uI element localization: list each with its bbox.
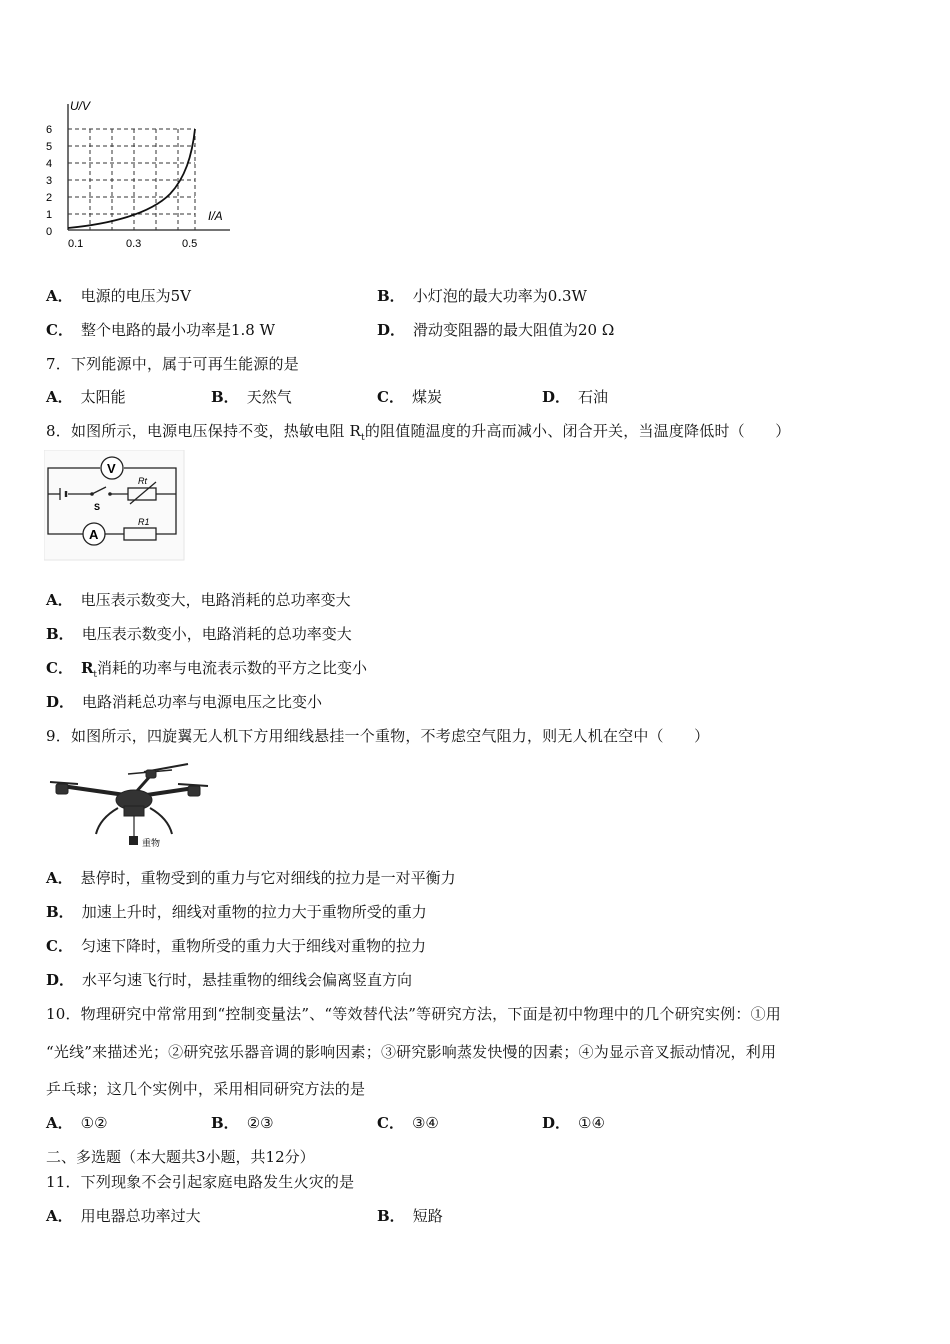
option-letter: D． [542, 1114, 571, 1132]
q9-option-b [46, 902, 427, 922]
option-text: 石油 [578, 388, 609, 406]
option-letter: B． [377, 287, 405, 305]
option-letter: A． [46, 1114, 73, 1132]
option-text: ③④ [411, 1114, 439, 1132]
q8-circuit-diagram [44, 450, 186, 562]
stem-subscript: t [361, 433, 365, 443]
q9-option-c [46, 936, 426, 956]
x-tick-01: 0.1 [68, 238, 84, 250]
q6-ui-graph [40, 96, 290, 256]
x-tick-05: 0.5 [182, 238, 198, 250]
q6-option-b [377, 286, 587, 306]
q7-option-a [46, 387, 126, 407]
q7-option-d [542, 387, 608, 407]
option-letter: D． [377, 321, 406, 339]
q9-drone-figure [48, 760, 218, 852]
switch-label: S [94, 502, 101, 512]
q11-option-a [46, 1206, 201, 1226]
x-tick-03: 0.3 [126, 238, 142, 250]
option-letter: A． [46, 388, 73, 406]
option-text: 电压表示数变小，电路消耗的总功率变大 [81, 625, 352, 643]
q11-option-b [377, 1206, 443, 1226]
option-text: 匀速下降时，重物所受的重力大于细线对重物的拉力 [80, 937, 426, 955]
option-text: 电源的电压为5V [80, 287, 192, 305]
option-letter: C． [46, 659, 73, 677]
x-axis-label: I/A [208, 209, 223, 223]
r1-label: R1 [138, 517, 150, 527]
stem-part-1: 8．如图所示，电源电压保持不变，热敏电阻 R [46, 422, 362, 440]
option-letter: C． [46, 937, 73, 955]
q8-stem [46, 421, 790, 448]
option-text-part-1: R [80, 659, 94, 677]
q8-option-d [46, 692, 322, 712]
option-letter: A． [46, 1207, 73, 1225]
option-text: 电压表示数变大，电路消耗的总功率变大 [80, 591, 351, 609]
y-tick-2: 2 [46, 192, 53, 204]
y-tick-1: 1 [46, 209, 53, 221]
q11-stem: 11．下列现象不会引起家庭电路发生火灾的是 [46, 1173, 355, 1191]
option-text: 悬停时，重物受到的重力与它对细线的拉力是一对平衡力 [80, 869, 456, 887]
section-heading: 二、多选题（本大题共3小题，共12分） [46, 1148, 315, 1166]
option-text: 电路消耗总功率与电源电压之比变小 [82, 693, 323, 711]
q10-option-a [46, 1113, 108, 1133]
option-letter: C． [377, 1114, 404, 1132]
q6-option-c [46, 320, 275, 340]
option-letter: B． [211, 1114, 239, 1132]
option-text: 加速上升时，细线对重物的拉力大于重物所受的重力 [81, 903, 427, 921]
q10-stem-line-2: “光线”来描述光；②研究弦乐器音调的影响因素；③研究影响蒸发快慢的因素；④为显示音叉振动情况，利用 [46, 1043, 777, 1061]
option-text: 煤炭 [411, 388, 442, 406]
option-text: ①② [80, 1114, 108, 1132]
option-text: 短路 [412, 1207, 443, 1225]
q10-option-d [542, 1113, 605, 1133]
option-letter: A． [46, 591, 73, 609]
ammeter-label: A [89, 527, 99, 542]
q10-option-c [377, 1113, 439, 1133]
q6-option-d [377, 320, 614, 340]
option-text: 用电器总功率过大 [80, 1207, 201, 1225]
option-text: 整个电路的最小功率是1.8 W [80, 321, 275, 339]
q8-option-c [46, 658, 367, 685]
y-axis-label: U/V [70, 99, 91, 113]
option-letter: C． [46, 321, 73, 339]
q8-option-a [46, 590, 351, 610]
option-letter: A． [46, 869, 73, 887]
q9-stem: 9．如图所示，四旋翼无人机下方用细线悬挂一个重物，不考虑空气阻力，则无人机在空中（ ） [46, 727, 710, 745]
q9-option-d [46, 970, 412, 990]
option-letter: D． [46, 693, 75, 711]
q7-option-b [211, 387, 292, 407]
q7-option-c [377, 387, 442, 407]
option-text: ①④ [578, 1114, 605, 1132]
q10-stem-line-1: 10．物理研究中常常用到“控制变量法”、“等效替代法”等研究方法，下面是初中物理中的几个研究实例：①用 [46, 1005, 781, 1023]
option-text-part-2: 消耗的功率与电流表示数的平方之比变小 [97, 659, 368, 677]
q7-stem: 7．下列能源中，属于可再生能源的是 [46, 355, 299, 373]
option-text: 滑动变阻器的最大阻值为20 Ω [413, 321, 615, 339]
y-tick-4: 4 [46, 158, 53, 170]
option-letter: B． [211, 388, 239, 406]
ui-curve [68, 129, 195, 228]
option-letter: B． [46, 625, 74, 643]
origin-label: 0 [46, 226, 53, 238]
option-letter: D． [46, 971, 75, 989]
y-tick-6: 6 [46, 124, 53, 136]
option-text: 天然气 [246, 388, 292, 406]
weight-label: 重物 [142, 838, 161, 848]
y-tick-5: 5 [46, 141, 53, 153]
q9-option-a [46, 868, 456, 888]
option-letter: B． [46, 903, 74, 921]
y-tick-3: 3 [46, 175, 53, 187]
option-text: 水平匀速飞行时，悬挂重物的细线会偏离竖直方向 [82, 971, 413, 989]
stem-part-2: 的阻值随温度的升高而减小、闭合开关，当温度降低时（ ） [364, 422, 791, 440]
option-subscript: t [93, 670, 98, 680]
option-text: 小灯泡的最大功率为0.3W [412, 287, 587, 305]
option-letter: D． [542, 388, 571, 406]
q8-option-b [46, 624, 352, 644]
rt-label: Rt [138, 476, 147, 486]
option-letter: B． [377, 1207, 405, 1225]
q6-option-a [46, 286, 191, 306]
option-text: ②③ [246, 1114, 274, 1132]
voltmeter-label: V [107, 461, 116, 476]
option-letter: A． [46, 287, 73, 305]
option-letter: C． [377, 388, 404, 406]
q10-stem-line-3: 乒乓球；这几个实例中，采用相同研究方法的是 [46, 1080, 366, 1098]
q10-option-b [211, 1113, 274, 1133]
option-text: 太阳能 [80, 388, 126, 406]
